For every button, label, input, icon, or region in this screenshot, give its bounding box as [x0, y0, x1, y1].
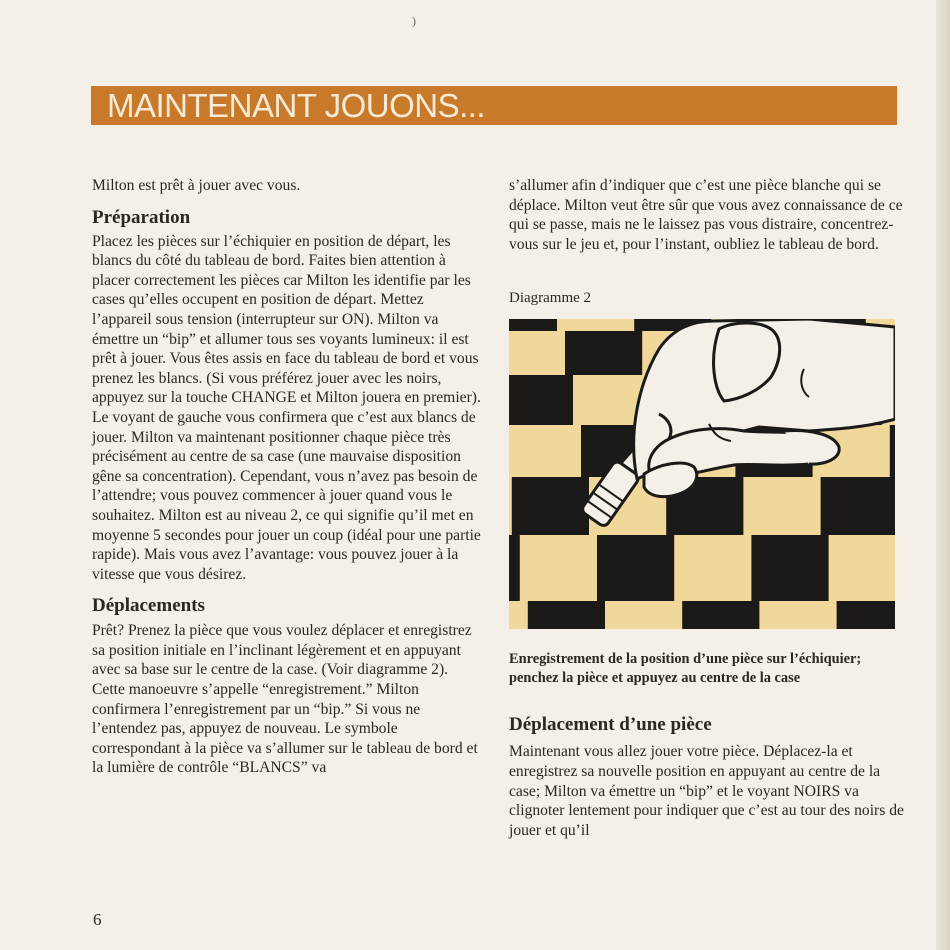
light-square: [509, 477, 512, 535]
piece-move-text: Maintenant vous allez jouer votre pièce. Déplacez-la et enregistrez sa nouvelle position en appuyant au centre de la case; Milton va émettre un “bip” et le voyant NOIRS va clignoter lentement pour indiquer que c’est au tour des noirs de jouer et qu’il: [509, 743, 904, 839]
preparation-text: Placez les pièces sur l’échiquier en position de départ, les blancs du côté du tableau de bord. Faites bien attention à placer correctement les pièces car Milton les identifie par les cases qu’elles occupent en position de départ. Mettez l’appareil sous tension (interrupteur sur ON). Milton va émettre un “bip” et allumer tous ses voyants lumineux: il est prêt à jouer. Vous êtes assis en face du tableau de bord et vous prenez les blancs. (Si vous préférez jouer avec les noirs, appuyez sur la touche CHANGE et Milton jouera en premier). Le voyant de gauche vous confirmera que c’est aux blancs de jouer. Milton va maintenant positionner chaque pièce très précisément au centre de sa case (une mauvaise disposition gêne sa concentration). Cependant, vous n’avez pas besoin de l’attendre; vous pouvez commencer à jouer quand vous le souhaitez. Milton est au niveau 2, ce qui signifie qu’il met en moyenne 5 secondes pour jouer un coup (idéal pour une partie rapide). Mais vous avez l’avantage: vous pouvez jouer à la vitesse que vous désirez.: [92, 232, 481, 583]
page-title: MAINTENANT JOUONS...: [107, 87, 486, 124]
right-column: [509, 176, 905, 840]
light-square: [557, 319, 634, 331]
page-number: 6: [93, 910, 102, 929]
left-column: [92, 176, 484, 778]
chess-diagram: [509, 319, 895, 629]
light-square: [759, 601, 836, 629]
deplacements-heading: Déplacements: [92, 595, 205, 617]
light-square: [509, 425, 581, 477]
light-square: [674, 535, 751, 601]
diagram-caption: Enregistrement de la position d’une pièce sur l’échiquier; penchez la pièce et appuyez au centre de la case: [509, 651, 862, 686]
title-banner: [91, 86, 897, 125]
light-square: [509, 601, 528, 629]
light-square: [520, 535, 597, 601]
top-mark: ): [412, 14, 416, 28]
preparation-heading: Préparation: [92, 206, 191, 228]
light-square: [829, 535, 895, 601]
deplacements-text: Prêt? Prenez la pièce que vous voulez déplacer et enregistrez sa position initiale en l’inclinant légèrement et en appuyant avec sa base sur le centre de la case. (Voir diagramme 2). Cette manoeuvre s’appelle “enregistrement.” Milton confirmera l’enregistrement par un “bip.” Si vous ne l’entendez pas, appuyez de nouveau. Le symbole correspondant à la pièce va s’allumer sur le tableau de bord et la lumière de contrôle “BLANCS” va: [92, 622, 478, 777]
light-square: [509, 331, 565, 375]
piece-move-heading: Déplacement d’une pièce: [509, 714, 712, 736]
diagram-label: Diagramme 2: [509, 290, 592, 307]
light-square: [605, 601, 682, 629]
continuation-text: s’allumer afin d’indiquer que c’est une pièce blanche qui se déplace. Milton veut être sûr que vous avez connaissance de ce qui se passe, mais ne le laissez pas vous distraire, concentrez-vous sur le jeu et, pour l’instant, oubliez le tableau de bord.: [509, 177, 903, 253]
light-square: [743, 477, 820, 535]
page-edge: [936, 0, 950, 950]
intro-text: Milton est prêt à jouer avec vous.: [92, 177, 301, 194]
